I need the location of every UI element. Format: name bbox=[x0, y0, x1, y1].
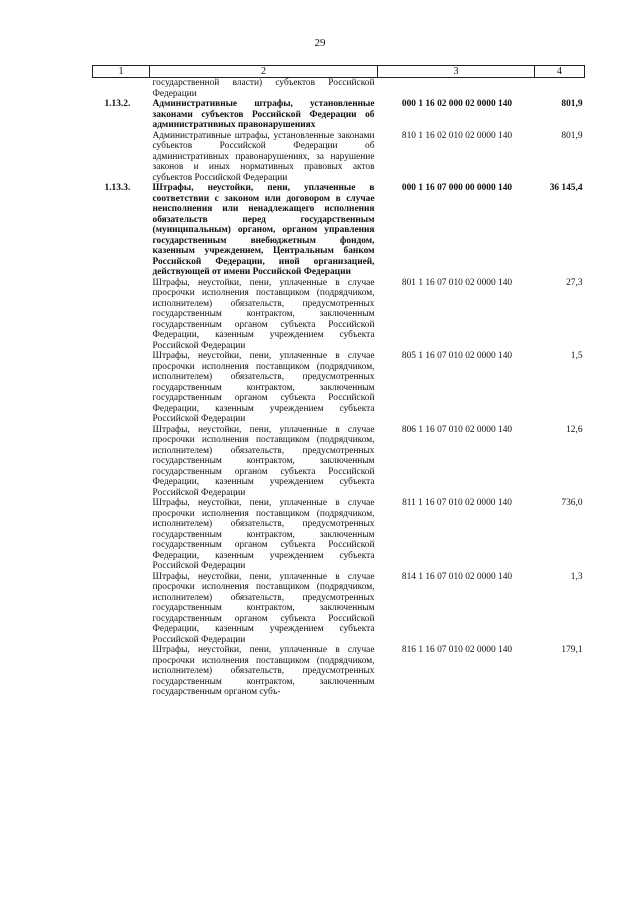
row-name: Штрафы, неустойки, пени, уплаченные в соответствии с законом или договором в случае неисполнения или ненадлежащего исполнения обязательств перед государственным (муниципальным) органом, органом управления государственным внебюджетным фондом, казенным учреждением, Центральным банком Российской Федерации, иной организацией, действующей от имени Российской Федерации bbox=[152, 183, 375, 277]
row-amount: 1,5 bbox=[570, 351, 583, 361]
header-col-code: 3 bbox=[378, 66, 535, 78]
row-number bbox=[93, 278, 150, 352]
row-code: 805 1 16 07 010 02 0000 140 bbox=[401, 351, 513, 361]
row-name: Штрафы, неустойки, пени, уплаченные в случае просрочки исполнения поставщиком (подрядчиком, исполнителем) обязательств, предусмотренных государственным контрактом, заключенным государственным органом субъекта Российской Федерации, казенным учреждением субъекта Российской Федерации bbox=[152, 571, 375, 645]
row-code: 000 1 16 02 000 02 0000 140 bbox=[401, 99, 513, 109]
row-name: государственной власти) субъектов Российской Федерации bbox=[152, 78, 375, 99]
row-number bbox=[93, 351, 150, 425]
table-row bbox=[93, 131, 585, 184]
table-row bbox=[93, 645, 585, 698]
row-number bbox=[93, 572, 150, 646]
row-name: Штрафы, неустойки, пени, уплаченные в случае просрочки исполнения поставщиком (подрядчиком, исполнителем) обязательств, предусмотренных государственным контрактом, заключенным государственным органом субъекта Российской Федерации, казенным учреждением субъекта Российской Федерации bbox=[152, 498, 375, 571]
table-row bbox=[93, 425, 585, 499]
row-number: 1.13.2. bbox=[104, 99, 131, 109]
row-amount: 801,9 bbox=[561, 99, 583, 109]
row-amount: 179,1 bbox=[561, 645, 583, 655]
row-name: Административные штрафы, установленные законами субъектов Российской Федерации об административных правонарушениях, за нарушение законов и иных нормативных правовых актов субъектов Российской Федерации bbox=[152, 130, 375, 183]
row-amount: 36 145,4 bbox=[549, 183, 583, 193]
header-col-number: 1 bbox=[93, 66, 150, 78]
row-code: 810 1 16 02 010 02 0000 140 bbox=[401, 130, 513, 141]
row-code: 801 1 16 07 010 02 0000 140 bbox=[401, 277, 513, 288]
revenue-table-grid bbox=[92, 65, 585, 698]
row-code: 000 1 16 07 000 00 0000 140 bbox=[401, 183, 513, 193]
page-number: 29 bbox=[314, 37, 326, 49]
header-col-name: 2 bbox=[150, 66, 378, 78]
table-row bbox=[93, 278, 585, 352]
row-number bbox=[93, 498, 150, 572]
table-row bbox=[93, 572, 585, 646]
row-name: Штрафы, неустойки, пени, уплаченные в случае просрочки исполнения поставщиком (подрядчиком, исполнителем) обязательств, предусмотренных государственным контрактом, заключенным государственным органом субъ- bbox=[152, 645, 375, 697]
row-amount: 27,3 bbox=[566, 277, 583, 288]
row-number bbox=[93, 131, 150, 184]
row-number bbox=[93, 645, 150, 698]
table-row bbox=[93, 78, 585, 100]
row-number bbox=[93, 425, 150, 499]
row-amount: 12,6 bbox=[566, 424, 583, 435]
table-row bbox=[93, 99, 585, 131]
row-code: 814 1 16 07 010 02 0000 140 bbox=[401, 571, 513, 582]
table-body bbox=[93, 78, 585, 698]
header-col-amount: 4 bbox=[535, 66, 585, 78]
row-name: Штрафы, неустойки, пени, уплаченные в случае просрочки исполнения поставщиком (подрядчиком, исполнителем) обязательств, предусмотренных государственным контрактом, заключенным государственным органом субъекта Российской Федерации, казенным учреждением субъекта Российской Федерации bbox=[152, 424, 375, 498]
row-code: 806 1 16 07 010 02 0000 140 bbox=[401, 424, 513, 435]
table-row bbox=[93, 183, 585, 278]
row-amount: 801,9 bbox=[561, 130, 583, 141]
row-amount: 1,3 bbox=[570, 571, 583, 582]
row-amount: 736,0 bbox=[561, 498, 583, 508]
table-header bbox=[93, 66, 585, 78]
row-code bbox=[378, 78, 535, 100]
row-number bbox=[93, 78, 150, 100]
row-name: Административные штрафы, установленные законами субъектов Российской Федерации об административных правонарушениях bbox=[152, 99, 375, 130]
row-code: 816 1 16 07 010 02 0000 140 bbox=[401, 645, 513, 655]
table-row bbox=[93, 498, 585, 572]
header-row bbox=[93, 66, 585, 78]
revenue-table bbox=[92, 65, 584, 698]
row-number: 1.13.3. bbox=[104, 183, 131, 193]
row-name: Штрафы, неустойки, пени, уплаченные в случае просрочки исполнения поставщиком (подрядчиком, исполнителем) обязательств, предусмотренных государственным контрактом, заключенным государственным органом субъекта Российской Федерации, казенным учреждением субъекта Российской Федерации bbox=[152, 351, 375, 424]
row-amount bbox=[535, 78, 585, 100]
row-code: 811 1 16 07 010 02 0000 140 bbox=[402, 498, 512, 508]
table-row bbox=[93, 351, 585, 425]
row-name: Штрафы, неустойки, пени, уплаченные в случае просрочки исполнения поставщиком (подрядчиком, исполнителем) обязательств, предусмотренных государственным контрактом, заключенным государственным органом субъекта Российской Федерации, казенным учреждением субъекта Российской Федерации bbox=[152, 277, 375, 351]
